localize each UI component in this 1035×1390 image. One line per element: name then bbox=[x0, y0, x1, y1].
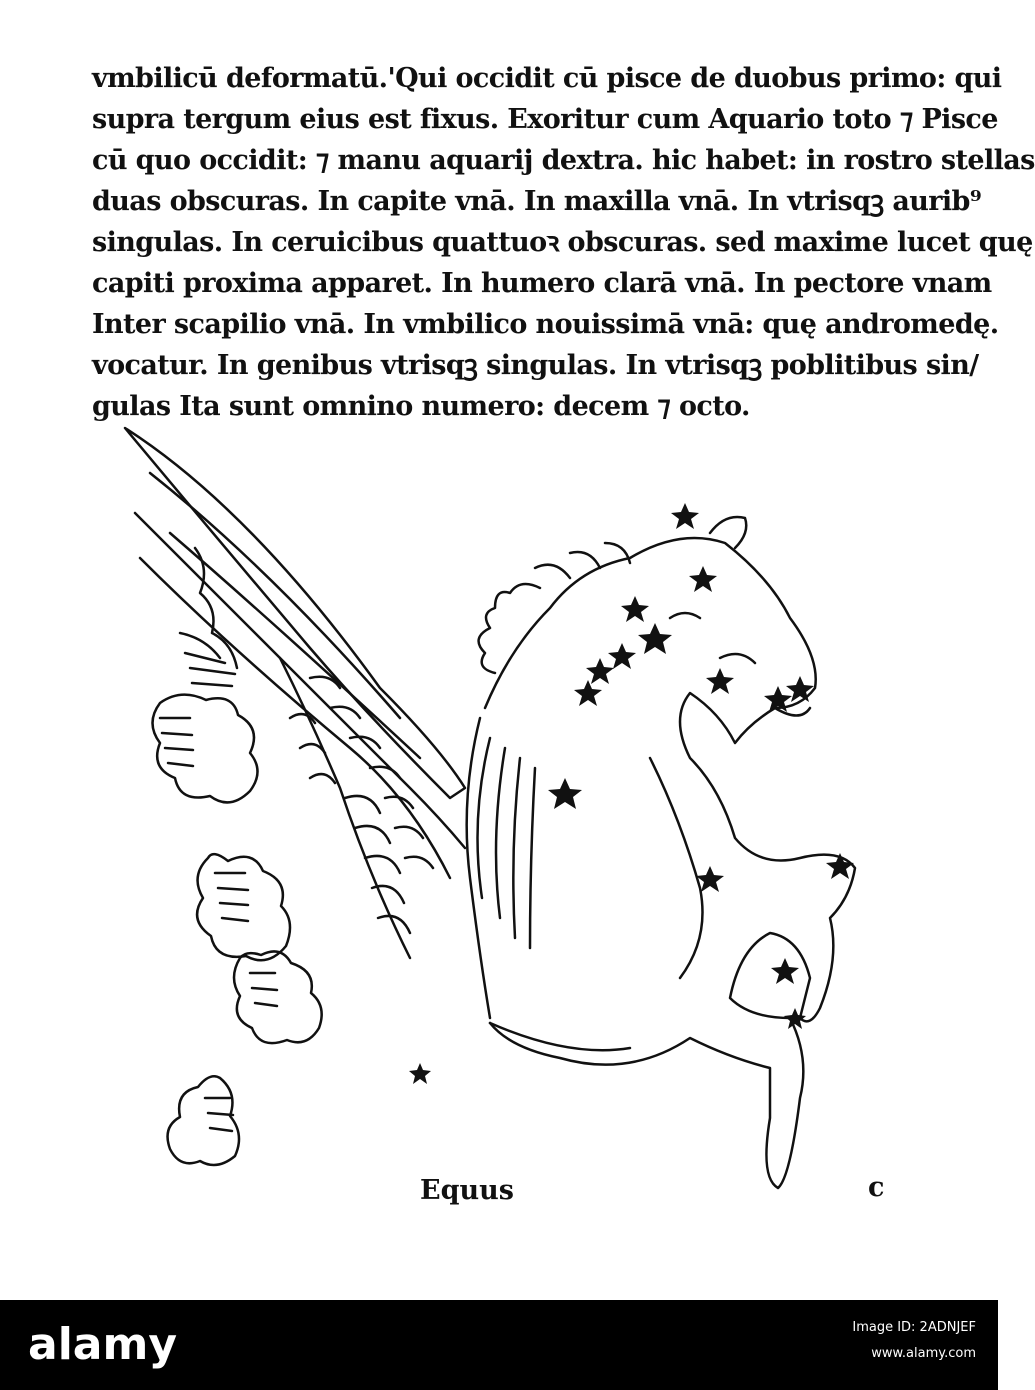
alamy-logo: alamy bbox=[28, 1319, 177, 1370]
source-url-label: www.alamy.com bbox=[871, 1346, 976, 1361]
text-line: supra tergum eius est fixus. Exoritur cum Aquario toto ⁊ Pisce bbox=[92, 104, 998, 135]
pegasus-woodcut-illustration bbox=[110, 418, 900, 1233]
watermark-footer bbox=[0, 1300, 998, 1390]
text-line: Inter scapilio vnā. In vmbilico nouissimā vnā: quę andromedę. bbox=[92, 309, 999, 340]
text-line: cū quo occidit: ⁊ manu aquarij dextra. hic habet: in rostro stellas bbox=[92, 145, 1035, 176]
text-line: vmbilicū deformatū.'Qui occidit cū pisce de duobus primo: qui bbox=[92, 63, 1002, 94]
text-line: gulas Ita sunt omnino numero: decem ⁊ octo. bbox=[92, 391, 750, 422]
signature-mark: c bbox=[868, 1172, 885, 1203]
constellation-stars bbox=[409, 503, 854, 1084]
text-block bbox=[92, 58, 1035, 427]
text-line: singulas. In ceruicibus quattuoꝛ obscuras. sed maxime lucet quę bbox=[92, 227, 1033, 258]
figure-caption: Equus bbox=[420, 1175, 514, 1206]
cloud-illustration bbox=[153, 548, 322, 1165]
text-line: vocatur. In genibus vtrisqꝫ singulas. In vtrisqꝫ poblitibus sin/ bbox=[92, 350, 979, 381]
wing-illustration bbox=[125, 428, 465, 958]
text-line: duas obscuras. In capite vnā. In maxilla vnā. In vtrisqꝫ aurib⁹ bbox=[92, 186, 982, 217]
horse-illustration bbox=[467, 517, 855, 1188]
text-line: capiti proxima apparet. In humero clarā vnā. In pectore vnam bbox=[92, 268, 992, 299]
image-id-label: Image ID: 2ADNJEF bbox=[852, 1320, 976, 1335]
